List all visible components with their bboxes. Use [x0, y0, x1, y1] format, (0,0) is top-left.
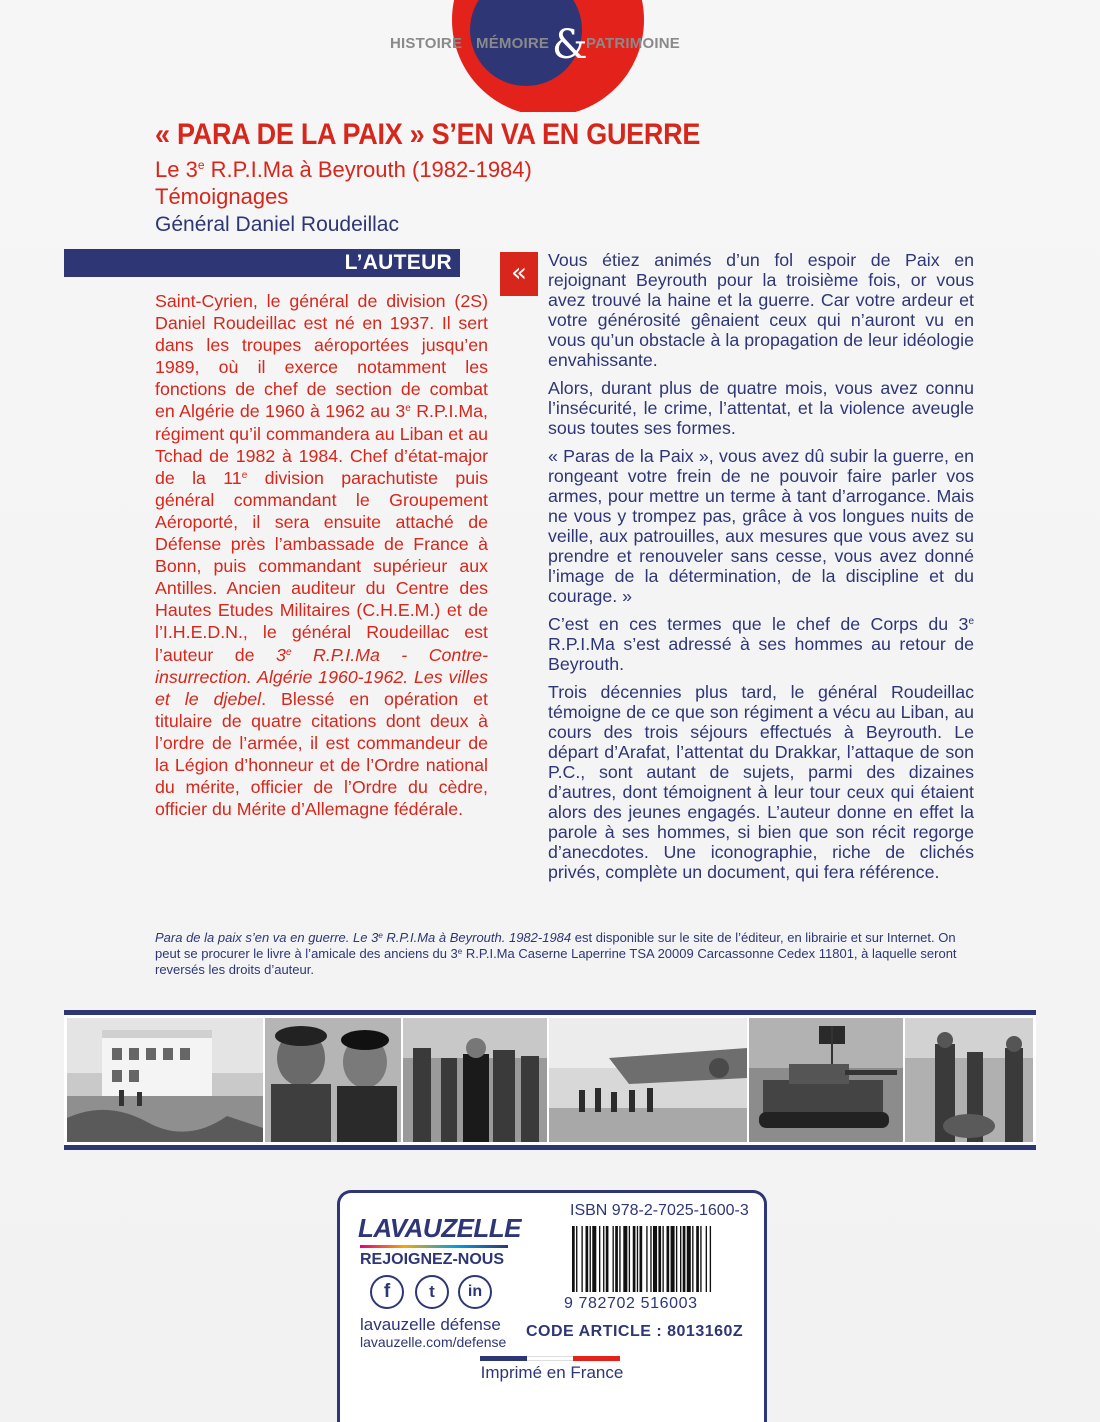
barcode-bar — [619, 1226, 620, 1292]
barcode-bar — [692, 1226, 693, 1292]
subtitle-pre: Le 3 — [155, 157, 198, 182]
barcode-bar — [710, 1226, 711, 1292]
barcode-bar — [700, 1226, 701, 1292]
quote-p4-pre: C’est en ces termes que le chef de Corps du 3 — [548, 614, 969, 634]
author-name: Général Daniel Roudeillac — [155, 213, 399, 236]
barcode-bar — [650, 1226, 651, 1292]
photo-helicopter — [549, 1018, 747, 1142]
barcode-bar — [653, 1226, 657, 1292]
series-word-histoire: HISTOIRE — [390, 35, 463, 52]
note-text-mid: est disponible sur le site de l’éditeur, en librairie et sur Internet. On peut se procurer le livre à l’amicale des anciens du 3 — [155, 930, 956, 961]
note-book-title — [155, 930, 571, 945]
quote-text — [548, 250, 974, 890]
barcode-bar — [637, 1226, 638, 1292]
publisher-box — [337, 1190, 767, 1422]
publisher-site-url[interactable]: lavauzelle.com/defense — [360, 1334, 507, 1350]
note-text-sup: e — [457, 947, 463, 956]
bio-em-sup: e — [285, 646, 292, 658]
barcode-bar — [646, 1226, 647, 1292]
barcode-bar — [572, 1226, 575, 1292]
availability-note — [155, 930, 981, 978]
code-article: CODE ARTICLE : 8013160Z — [526, 1323, 744, 1340]
twitter-icon[interactable]: t — [415, 1275, 449, 1309]
barcode-bar — [629, 1226, 630, 1292]
author-section-label: L’AUTEUR — [344, 251, 452, 274]
barcode-bar — [590, 1226, 591, 1292]
note-text-end: R.P.I.Ma Caserne Laperrine TSA 20009 Carcassonne Cedex 11801, à laquelle seront reversés les droits d’auteur. — [155, 946, 957, 977]
publisher-logo: LAVAUZELLE — [358, 1213, 522, 1243]
barcode-bar — [680, 1226, 681, 1292]
barcode-bar — [687, 1226, 691, 1292]
bio-part-4: . Blessé en opération et titulaire de quatre citations dont deux à l’ordre de l’armée, il est commandeur de la Légion d’honneur et de l’Ordre national du mérite, officier de l’Ordre du cèdre, officier du Mérite d’Allemagne fédérale. — [155, 688, 488, 820]
barcode-bar — [606, 1226, 609, 1292]
publisher-logo-bar — [360, 1245, 508, 1248]
photo-meeting — [403, 1018, 547, 1142]
barcode-bar — [696, 1226, 699, 1292]
photo-strip — [64, 1010, 1036, 1150]
barcode-bar — [640, 1226, 643, 1292]
author-bio — [155, 290, 488, 820]
quote-p4-post: R.P.I.Ma s’est adressé à ses hommes au retour de Beyrouth. — [548, 634, 974, 674]
printed-in-france: Imprimé en France — [480, 1363, 624, 1382]
series-ampersand: & — [552, 22, 588, 68]
linkedin-icon[interactable]: in — [458, 1275, 492, 1309]
series-logo — [380, 0, 680, 112]
bio-part-2: R.P.I.Ma, régiment qu’il commandera au Liban et au Tchad de 1982 à 1984. Chef d’état-major de la 11 — [155, 401, 488, 488]
join-us-label: REJOIGNEZ-NOUS — [360, 1251, 505, 1268]
barcode-bar — [603, 1226, 604, 1292]
barcode-bar — [586, 1226, 589, 1292]
quote-paragraph: Trois décennies plus tard, le général Roudeillac témoigne de ce que son régiment a vécu au Liban, au cours des trois séjours effectués à Beyrouth. Le départ d’Arafat, l’attentat du Drakkar, l’attaque de son P.C., sont autant de sujets, parmi des dizaines d’autres, dont témoignent à leur tour ceux qui étaient alors des jeunes engagés. L’auteur donne en effet la parole à ses hommes, si bien que son récit regorge d’anecdotes. Une iconographie, riche de clichés privés, complète un document, qui fera référence. — [548, 682, 974, 882]
series-logo-circles — [380, 0, 680, 112]
bio-em-post: R.P.I.Ma - Contre-insurrection. Algérie 1960-1962. Les villes et le djebel — [155, 644, 488, 709]
book-subtitle — [155, 152, 855, 210]
barcode-bar — [633, 1226, 636, 1292]
barcode-bar — [658, 1226, 661, 1292]
barcode-bar — [615, 1226, 618, 1292]
bio-em-pre: 3 — [276, 644, 286, 665]
subtitle-line-1 — [155, 152, 855, 183]
quote-paragraph: Alors, durant plus de quatre mois, vous avez connu l’insécurité, le crime, l’attentat, et la violence aveugle sous toutes ses formes. — [548, 378, 974, 438]
barcode-bar — [623, 1226, 627, 1292]
book-title: « PARA DE LA PAIX » S’EN VA EN GUERRE — [155, 118, 701, 151]
photo-tank — [749, 1018, 903, 1142]
barcode-bar — [706, 1226, 707, 1292]
publisher-site-name: lavauzelle défense — [360, 1315, 501, 1334]
isbn-label: ISBN 978-2-7025-1600-3 — [570, 1202, 749, 1219]
barcode-bar — [676, 1226, 677, 1292]
series-logo-text — [390, 22, 680, 68]
note-em-sup: e — [378, 931, 383, 940]
bio-part-1: Saint-Cyrien, le général de division (2S) Daniel Roudeillac est né en 1937. Il sert dans les troupes aéroportées jusqu’en 1989, où il exerce notamment les fonctions de chef de section de combat en Algérie de 1960 à 1962 au 3 — [155, 291, 488, 422]
barcode-bar — [667, 1226, 670, 1292]
barcode-digits: 9 782702 516003 — [564, 1295, 698, 1312]
quote-mark-icon: « — [500, 252, 538, 296]
barcode-bar — [613, 1226, 614, 1292]
barcode-bar — [599, 1226, 600, 1292]
barcode-bar — [683, 1226, 686, 1292]
photo-soldiers — [905, 1018, 1033, 1142]
subtitle-line-2: Témoignages — [155, 184, 289, 209]
barcode-bar — [662, 1226, 663, 1292]
subtitle-sup: e — [197, 158, 205, 172]
barcode — [570, 1226, 750, 1298]
barcode-bar — [671, 1226, 675, 1292]
french-flag-bar — [480, 1356, 620, 1361]
subtitle-post: R.P.I.Ma à Beyrouth (1982-1984) — [204, 157, 532, 182]
photo-building — [67, 1018, 263, 1142]
barcode-bar — [592, 1226, 596, 1292]
barcode-bar — [581, 1226, 582, 1292]
quote-p4-sup: e — [968, 616, 974, 627]
bio-sup-1: e — [405, 403, 411, 415]
author-section-band — [64, 249, 460, 277]
note-em-post: R.P.I.Ma à Beyrouth. 1982-1984 — [382, 930, 572, 945]
quote-paragraph: Vous étiez animés d’un fol espoir de Paix en rejoignant Beyrouth pour la troisième fois, or vous avez trouvé la haine et la guerre. Car votre ardeur et votre générosité gênaient ceux qui n’auront vu en vous qu’un obstacle à la propagation de leur idéologie envahissante. — [548, 250, 974, 370]
quote-paragraph: « Paras de la Paix », vous avez dû subir la guerre, en rongeant votre frein de ne pouvoir faire parler vos armes, pour mettre un terme à tant d’arrogance. Mais ne vous y trompez pas, grâce à vos longues nuits de veille, aux patrouilles, aux mesures que vous avez su prendre et renouveler sans cesse, vous avez donné l’image de la détermination, de la discipline et du courage. » — [548, 446, 974, 606]
photo-officers — [265, 1018, 401, 1142]
series-word-patrimoine: PATRIMOINE — [586, 35, 680, 52]
bio-part-3: division parachutiste puis général commandant le Groupement Aéroporté, il sera ensuite attaché de Défense près l’ambassade de France à Bonn, puis commandant supérieur aux Antilles. Ancien auditeur du Centre des Hautes Etudes Militaires (C.H.E.M.) et de l’I.H.E.D.N., le général Roudeillac est l’auteur de — [155, 467, 488, 665]
note-em-pre: Para de la paix s’en va en guerre. Le 3 — [155, 930, 379, 945]
barcode-bar — [576, 1226, 577, 1292]
bio-sup-2: e — [241, 469, 248, 481]
series-word-memoire: MÉMOIRE — [476, 35, 550, 52]
facebook-icon[interactable]: f — [370, 1275, 404, 1309]
quote-paragraph — [548, 614, 974, 674]
